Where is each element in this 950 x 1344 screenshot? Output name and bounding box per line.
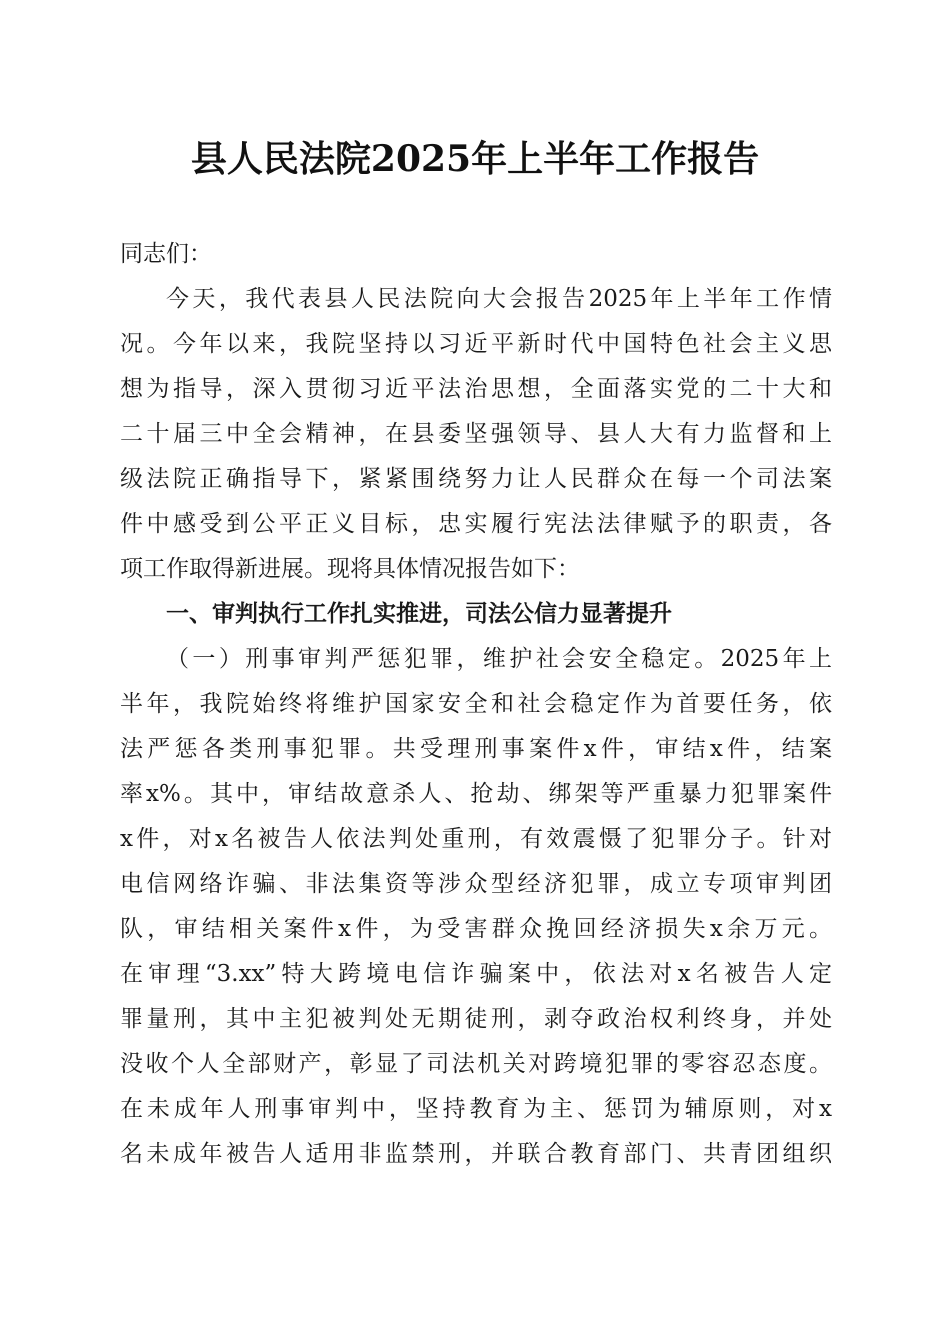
paragraph-line: 法严惩各类刑事犯罪。共受理刑事案件x件，审结x件，结案 (120, 736, 832, 762)
paragraph-line: 率x%。其中，审结故意杀人、抢劫、绑架等严重暴力犯罪案件 (120, 781, 832, 807)
intro-line: 级法院正确指导下，紧紧围绕努力让人民群众在每一个司法案 (120, 466, 832, 492)
page-title: 县人民法院2025年上半年工作报告 (190, 138, 760, 180)
paragraph-line: 在审理“3.xx”特大跨境电信诈骗案中，依法对x名被告人定 (120, 961, 832, 987)
paragraph-line: 半年，我院始终将维护国家安全和社会稳定作为首要任务，依 (120, 691, 832, 717)
paragraph-line: 罪量刑，其中主犯被判处无期徒刑，剥夺政治权利终身，并处 (120, 1006, 832, 1032)
intro-line: 今天，我代表县人民法院向大会报告2025年上半年工作情 (166, 286, 832, 312)
paragraph-line: 名未成年被告人适用非监禁刑，并联合教育部门、共青团组织 (120, 1141, 832, 1167)
paragraph-line: 电信网络诈骗、非法集资等涉众型经济犯罪，成立专项审判团 (120, 871, 832, 897)
intro-line: 况。今年以来，我院坚持以习近平新时代中国特色社会主义思 (120, 331, 832, 357)
document-body (120, 232, 832, 1177)
section-heading: 一、审判执行工作扎实推进，司法公信力显著提升 (166, 601, 672, 627)
intro-line: 二十届三中全会精神，在县委坚强领导、县人大有力监督和上 (120, 421, 832, 447)
salutation: 同志们： (120, 241, 212, 267)
paragraph-line: 在未成年人刑事审判中，坚持教育为主、惩罚为辅原则，对x (120, 1096, 832, 1122)
paragraph-line: 队，审结相关案件x件，为受害群众挽回经济损失x余万元。 (120, 916, 832, 942)
subsection-heading: （一）刑事审判严惩犯罪，维护社会安全稳定。 (166, 646, 721, 672)
paragraph-line: x件，对x名被告人依法判处重刑，有效震慑了犯罪分子。针对 (120, 826, 832, 852)
paragraph-line: 没收个人全部财产，彰显了司法机关对跨境犯罪的零容忍态度。 (120, 1051, 832, 1077)
intro-line: 件中感受到公平正义目标，忠实履行宪法法律赋予的职责，各 (120, 511, 832, 537)
intro-line: 项工作取得新进展。现将具体情况报告如下： (120, 556, 580, 582)
subsection-first-line-rest: 2025年上 (720, 646, 832, 672)
intro-line: 想为指导，深入贯彻习近平法治思想，全面落实党的二十大和 (120, 376, 832, 402)
subsection-first-line (120, 637, 832, 682)
